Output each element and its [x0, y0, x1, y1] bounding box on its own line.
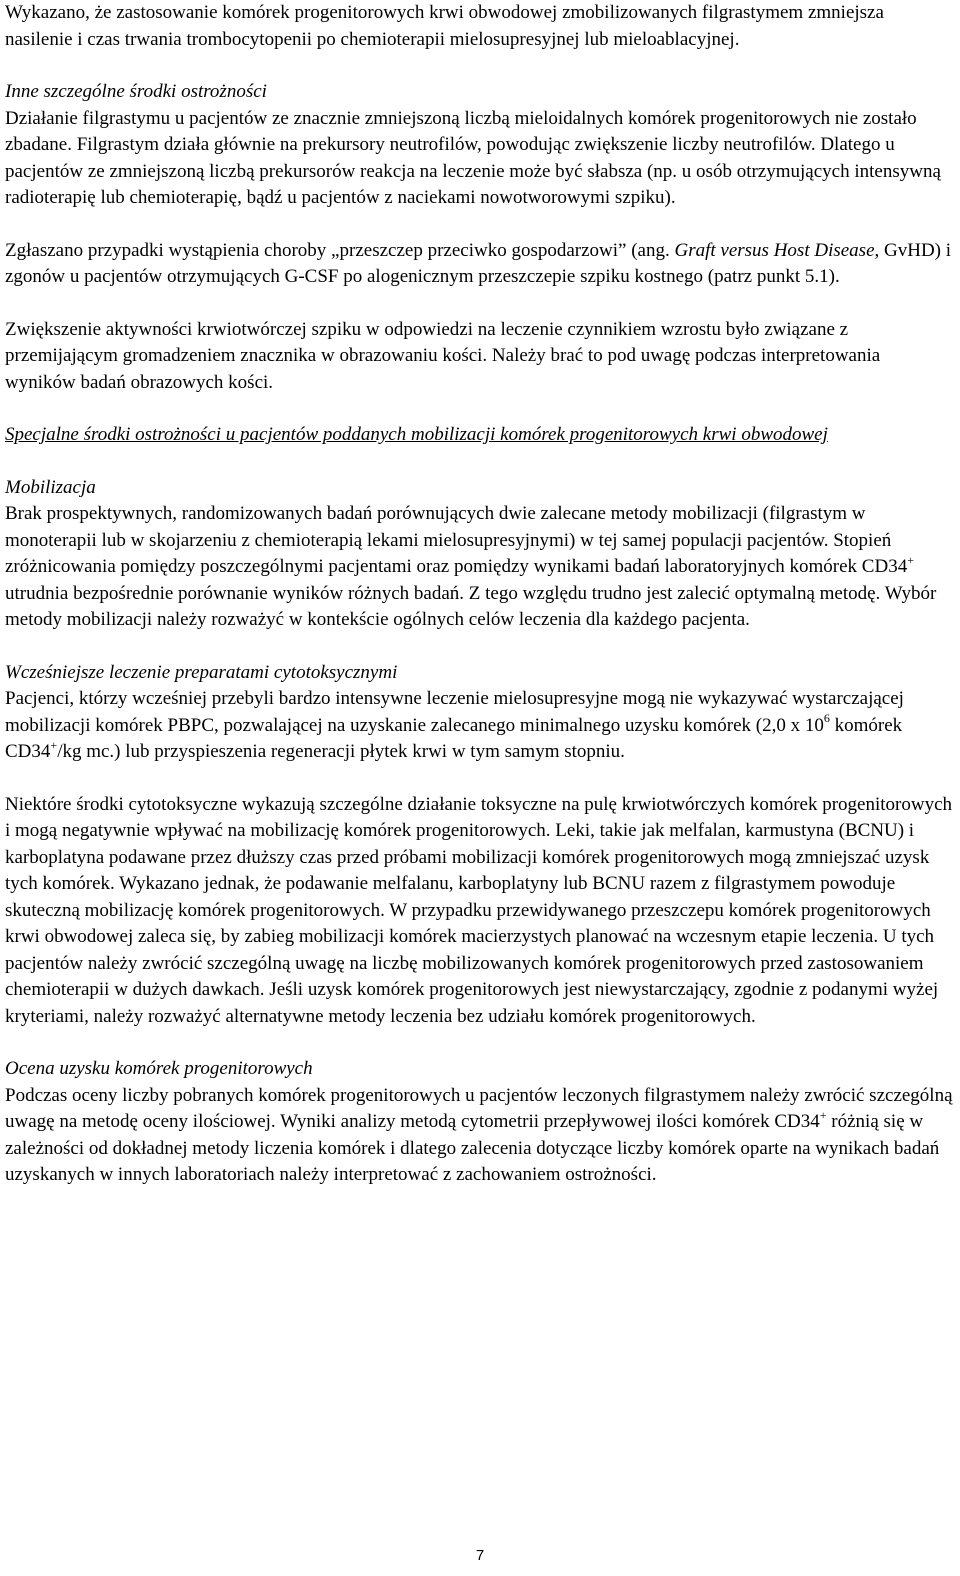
mobilization-text-b: utrudnia bezpośrednie porównanie wyników różnych badań. Z tego względu trudno jest zalecić optymalną metodę. Wybór metody mobilizacji należy rozważyć w kontekście ogólnych celów leczenia dla każdego pacjenta.: [5, 582, 937, 630]
other-precautions-paragraph: Działanie filgrastymu u pacjentów ze znacznie zmniejszoną liczbą mieloidalnych komórek progenitorowych nie zostało zbadane. Filgrastym działa głównie na prekursory neutrofilów, powodując zwiększenie liczby neutrofilów. Dlatego u pacjentów ze zmniejszoną liczbą prekursorów reakcja na leczenie może być słabsza (np. u osób otrzymujących intensywną radioterapię lub chemioterapię, bądź u pacjentów z naciekami nowotworowymi szpiku).: [5, 107, 941, 208]
gvhd-text-b: , GvHD) i zgonów u pacjentów otrzymujących G-CSF po alogenicznym przeszczepie szpiku kostnego (patrz punkt 5.1).: [5, 239, 952, 287]
superscript-plus: +: [819, 1107, 827, 1122]
subheading-previous-cytotoxic-treatment: Wcześniejsze leczenie preparatami cytotoksycznymi: [5, 661, 398, 683]
previous-text-c: /kg mc.) lub przyspieszenia regeneracji płytek krwi w tym samym stopniu.: [57, 741, 625, 762]
gvhd-text-a: Zgłaszano przypadki wystąpienia choroby „przeszczep przeciwko gospodarzowi” (ang.: [5, 239, 675, 261]
subheading-progenitor-yield-evaluation: Ocena uzysku komórek progenitorowych: [5, 1058, 313, 1079]
cytotoxic-agents-paragraph: Niektóre środki cytotoksyczne wykazują szczególne działanie toksyczne na pulę krwiotwórczych komórek progenitorowych i mogą negatywnie wpływać na mobilizację komórek progenitorowych. Leki, takie jak melfalan, karmustyna (BCNU) i karboplatyna podawane przez dłuższy czas przed próbami mobilizacji komórek progenitorowych mogą zmniejszać uzysk tych komórek. Wykazano jednak, że podawanie melfalanu, karboplatyny lub BCNU razem z filgrastymem powoduje skuteczną mobilizację komórek progenitorowych. W przypadku przewidywanego przeszczepu komórek progenitorowych krwi obwodowej zaleca się, by zabieg mobilizacji komórek macierzystych planować na wczesnym etapie leczenia. U tych pacjentów należy zwrócić szczególną uwagę na liczbę mobilizowanych komórek progenitorowych przed zastosowaniem chemioterapii w dużych dawkach. Jeśli uzysk komórek progenitorowych jest niewystarczający, zgodnie z podanymi wyżej kryteriami, należy rozważyć alternatywne metody leczenia bez udziału komórek progenitorowych.: [5, 793, 953, 1027]
section-heading-other-precautions: Inne szczególne środki ostrożności: [5, 81, 267, 102]
previous-text-b: komórek CD34: [5, 714, 903, 762]
evaluation-text-b: różnią się w zależności od dokładnej metody liczenia komórek i dlatego zalecenia dotyczące liczby komórek oparte na wynikach badań uzyskanych w innych laboratoriach należy interpretować z zachowaniem ostrożności.: [5, 1111, 940, 1185]
document-page: [5, 0, 955, 1189]
superscript-six: 6: [823, 711, 830, 726]
bone-imaging-paragraph: Zwiększenie aktywności krwiotwórczej szpiku w odpowiedzi na leczenie czynnikiem wzrostu było związane z przemijającym gromadzeniem znacznika w obrazowaniu kości. Należy brać to pod uwagę podczas interpretowania wyników badań obrazowych kości.: [5, 318, 881, 393]
superscript-plus: +: [907, 552, 914, 567]
section-heading-mobilization-precautions: Specjalne środki ostrożności u pacjentów poddanych mobilizacji komórek progenitorowych krwi obwodowej: [5, 424, 828, 445]
mobilization-paragraph: [5, 501, 955, 634]
previous-treatment-paragraph: [5, 686, 955, 766]
page-number: 7: [475, 1547, 485, 1564]
mobilization-text-a: Brak prospektywnych, randomizowanych badań porównujących dwie zalecane metody mobilizacji (filgrastym w monoterapii lub w skojarzeniu z chemioterapią lekami mielosupresyjnymi) w tej samej populacji pacjentów. Stopień zróżnicowania pomiędzy poszczególnymi pacjentami oraz pomiędzy wynikami badań laboratoryjnych komórek CD34: [5, 503, 908, 577]
intro-paragraph: Wykazano, że zastosowanie komórek progenitorowych krwi obwodowej zmobilizowanych filgrastymem zmniejsza nasilenie i czas trwania trombocytopenii po chemioterapii mielosupresyjnej lub mieloablacyjnej.: [5, 2, 884, 50]
previous-text-a: Pacjenci, którzy wcześniej przebyli bardzo intensywne leczenie mielosupresyjne mogą nie wykazywać wystarczającej mobilizacji komórek PBPC, pozwalającej na uzyskanie zalecanego minimalnego uzysku komórek (2,0 x 10: [5, 688, 904, 736]
evaluation-paragraph: [5, 1083, 955, 1189]
gvhd-paragraph: [5, 238, 955, 291]
superscript-plus: +: [50, 737, 58, 752]
subheading-mobilization: Mobilizacja: [5, 476, 96, 498]
gvhd-italic-term: Graft versus Host Disease: [674, 239, 875, 261]
evaluation-text-a: Podczas oceny liczby pobranych komórek progenitorowych u pacjentów leczonych filgrastymem należy zwrócić szczególną uwagę na metodę oceny ilościowej. Wyniki analizy metodą cytometrii przepływowej ilości komórek CD34: [5, 1084, 953, 1132]
